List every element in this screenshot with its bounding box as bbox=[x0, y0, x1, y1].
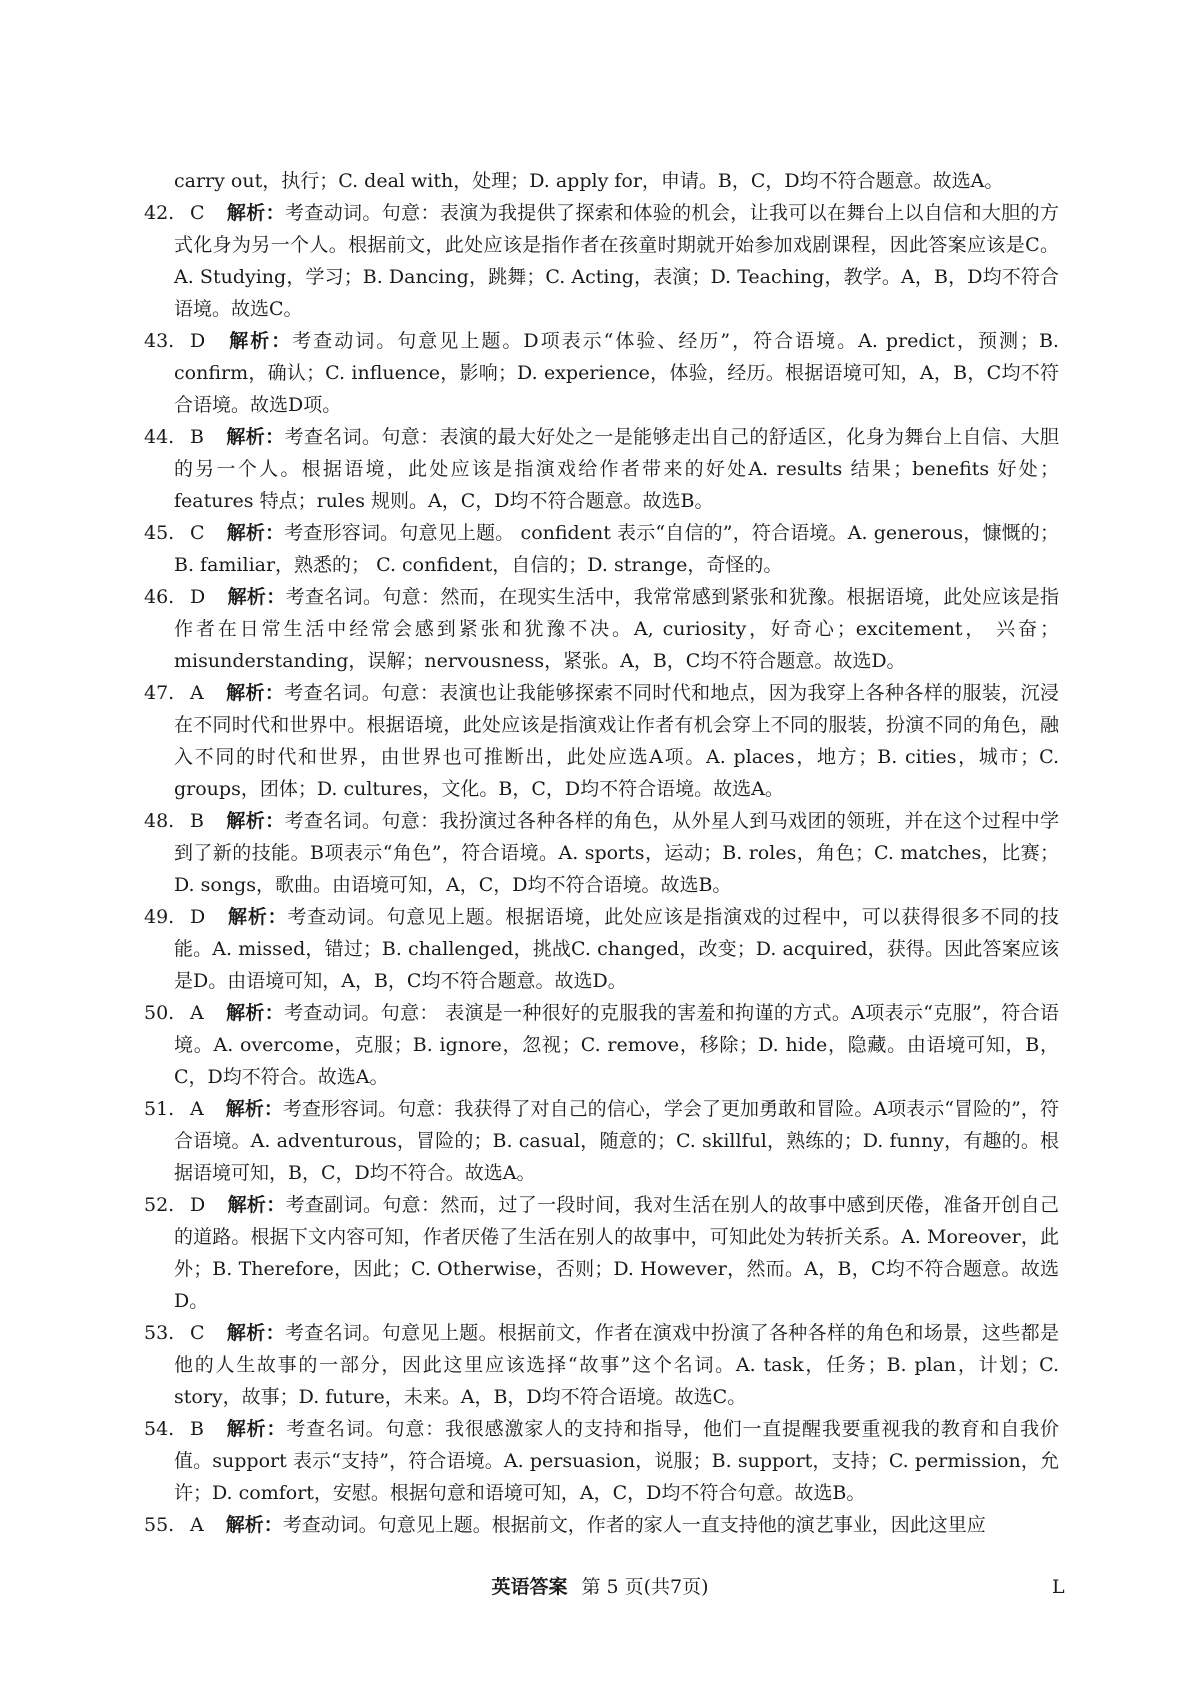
question-number: 44. bbox=[144, 426, 175, 448]
question-number: 49. bbox=[144, 906, 175, 928]
analysis-text: 考查动词。句意见上题。根据前文，作者的家人一直支持他的演艺事业，因此这里应 bbox=[282, 1514, 986, 1536]
analysis-label: 解析： bbox=[225, 426, 285, 448]
answer-item bbox=[144, 1189, 1059, 1317]
analysis-text: 考查形容词。句意见上题。 confident 表示“自信的”，符合语境。A. generous，慷慨的；B. familiar，熟悉的； C. confident，自信的；D. strange，奇怪的。 bbox=[174, 522, 1059, 576]
question-number: 54. bbox=[144, 1418, 175, 1440]
analysis-label: 解析： bbox=[225, 1514, 283, 1536]
answer-letter: A bbox=[190, 682, 204, 704]
continuation-line: carry out，执行；C. deal with，处理；D. apply for，申请。B，C，D均不符合题意。故选A。 bbox=[174, 170, 1004, 192]
answer-letter: B bbox=[190, 426, 204, 448]
analysis-text: 考查名词。句意：表演也让我能够探索不同时代和地点，因为我穿上各种各样的服装，沉浸在不同时代和世界中。根据语境，此处应该是指演戏让作者有机会穿上不同的服装，扮演不同的角色，融入不同的时代和世界，由世界也可推断出，此处应选A项。A. places，地方；B. cities，城市；C. groups，团体；D. cultures，文化。B，C，D均不符合语境。故选A。 bbox=[174, 682, 1059, 800]
answer-letter: A bbox=[190, 1514, 204, 1536]
question-number: 43. bbox=[144, 330, 175, 352]
analysis-label: 解析： bbox=[225, 1418, 287, 1440]
answer-item bbox=[144, 325, 1059, 421]
answer-letter: C bbox=[190, 1322, 205, 1344]
question-number: 46. bbox=[144, 586, 175, 608]
answer-item bbox=[144, 901, 1059, 997]
answer-content bbox=[144, 165, 1059, 1541]
footer-center bbox=[0, 1572, 1200, 1602]
analysis-label: 解析： bbox=[225, 1002, 285, 1024]
question-number: 42. bbox=[144, 202, 175, 224]
analysis-label: 解析： bbox=[227, 906, 288, 928]
analysis-text: 考查名词。句意：我很感激家人的支持和指导，他们一直提醒我要重视我的教育和自我价值。support 表示“支持”，符合语境。A. persuasion，说服；B. support，支持；C. permission，允许；D. comfort，安慰。根据句意和语境可知，A，C，D均不符合句意。故选B。 bbox=[174, 1418, 1059, 1504]
analysis-label: 解析： bbox=[225, 682, 285, 704]
question-number: 51. bbox=[144, 1098, 175, 1120]
footer-page-info: 第 5 页(共7页) bbox=[581, 1576, 709, 1598]
answer-item bbox=[144, 677, 1059, 805]
question-number: 48. bbox=[144, 810, 175, 832]
answer-item bbox=[144, 581, 1059, 677]
analysis-text: 考查形容词。句意：我获得了对自己的信心，学会了更加勇敢和冒险。A项表示“冒险的”，符合语境。A. adventurous，冒险的；B. casual，随意的；C. skillful，熟练的；D. funny，有趣的。根据语境可知，B，C，D均不符合。故选A。 bbox=[174, 1098, 1059, 1184]
answer-letter: D bbox=[190, 586, 206, 608]
analysis-label: 解析： bbox=[227, 1194, 286, 1216]
question-number: 53. bbox=[144, 1322, 175, 1344]
answer-item bbox=[144, 421, 1059, 517]
question-number: 55. bbox=[144, 1514, 175, 1536]
question-number: 47. bbox=[144, 682, 175, 704]
answer-item bbox=[144, 197, 1059, 325]
analysis-text: 考查动词。句意： 表演是一种很好的克服我的害羞和拘谨的方式。A项表示“克服”，符合语境。A. overcome，克服；B. ignore，忽视；C. remove，移除；D. hide，隐藏。由语境可知，B，C，D均不符合。故选A。 bbox=[174, 1002, 1059, 1088]
answer-item bbox=[144, 1093, 1059, 1189]
answer-letter: D bbox=[190, 906, 206, 928]
analysis-label: 解析： bbox=[226, 202, 285, 224]
analysis-text: 考查名词。句意见上题。根据前文，作者在演戏中扮演了各种各样的角色和场景，这些都是他的人生故事的一部分，因此这里应该选择“故事”这个名词。A. task，任务；B. plan，计划；C. story，故事；D. future，未来。A，B，D均不符合语境。故选C。 bbox=[174, 1322, 1059, 1408]
answer-letter: D bbox=[190, 330, 206, 352]
analysis-label: 解析： bbox=[227, 330, 293, 352]
answer-letter: D bbox=[190, 1194, 206, 1216]
answer-letter: A bbox=[190, 1098, 204, 1120]
answer-item bbox=[144, 997, 1059, 1093]
analysis-label: 解析： bbox=[225, 810, 285, 832]
answer-letter: C bbox=[190, 522, 205, 544]
answer-letter: C bbox=[190, 202, 205, 224]
answer-item bbox=[144, 1317, 1059, 1413]
answer-list bbox=[144, 197, 1059, 1541]
analysis-text: 考查副词。句意：然而，过了一段时间，我对生活在别人的故事中感到厌倦，准备开创自己的道路。根据下文内容可知，作者厌倦了生活在别人的故事中，可知此处为转折关系。A. Moreover，此外；B. Therefore，因此；C. Otherwise，否则；D. However，然而。A，B，C均不符合题意。故选D。 bbox=[174, 1194, 1059, 1312]
analysis-label: 解析： bbox=[225, 1098, 283, 1120]
footer-mark: L bbox=[1052, 1576, 1065, 1598]
question-number: 52. bbox=[144, 1194, 175, 1216]
answer-item bbox=[144, 517, 1059, 581]
analysis-label: 解析： bbox=[226, 1322, 285, 1344]
answer-letter: B bbox=[190, 810, 204, 832]
analysis-label: 解析： bbox=[227, 586, 286, 608]
footer-title: 英语答案 bbox=[491, 1576, 568, 1598]
answer-letter: A bbox=[190, 1002, 204, 1024]
analysis-label: 解析： bbox=[226, 522, 285, 544]
analysis-text: 考查名词。句意：我扮演过各种各样的角色，从外星人到马戏团的领班，并在这个过程中学到了新的技能。B项表示“角色”，符合语境。A. sports，运动；B. roles，角色；C. matches，比赛；D. songs，歌曲。由语境可知，A，C，D均不符合语境。故选B。 bbox=[174, 810, 1059, 896]
answer-item bbox=[144, 1509, 1059, 1541]
answer-item bbox=[144, 805, 1059, 901]
answer-item bbox=[144, 1413, 1059, 1509]
answer-letter: B bbox=[190, 1418, 204, 1440]
analysis-text: 考查动词。句意见上题。D项表示“体验、经历”，符合语境。A. predict，预测；B. confirm，确认；C. influence，影响；D. experience，体验，经历。根据语境可知，A，B，C均不符合语境。故选D项。 bbox=[174, 330, 1059, 416]
question-number: 45. bbox=[144, 522, 175, 544]
analysis-text: 考查名词。句意：然而，在现实生活中，我常常感到紧张和犹豫。根据语境，此处应该是指作者在日常生活中经常会感到紧张和犹豫不决。A, curiosity，好奇心；excitement， 兴奋；misunderstanding，误解；nervousness，紧张。A，B，C均不符合题意。故选D。 bbox=[174, 586, 1059, 672]
analysis-text: 考查名词。句意：表演的最大好处之一是能够走出自己的舒适区，化身为舞台上自信、大胆的另一个人。根据语境，此处应该是指演戏给作者带来的好处A. results 结果；benefits 好处；features 特点；rules 规则。A，C，D均不符合题意。故选B。 bbox=[174, 426, 1059, 512]
analysis-text: 考查动词。句意：表演为我提供了探索和体验的机会，让我可以在舞台上以自信和大胆的方式化身为另一个人。根据前文，此处应该是指作者在孩童时期就开始参加戏剧课程，因此答案应该是C。A. Studying，学习；B. Dancing，跳舞；C. Acting，表演；D. Teaching，教学。A，B，D均不符合语境。故选C。 bbox=[174, 202, 1059, 320]
question-number: 50. bbox=[144, 1002, 175, 1024]
analysis-text: 考查动词。句意见上题。根据语境，此处应该是指演戏的过程中，可以获得很多不同的技能。A. missed，错过；B. challenged，挑战C. changed，改变；D. acquired，获得。因此答案应该是D。由语境可知，A，B，C均不符合题意。故选D。 bbox=[174, 906, 1059, 992]
